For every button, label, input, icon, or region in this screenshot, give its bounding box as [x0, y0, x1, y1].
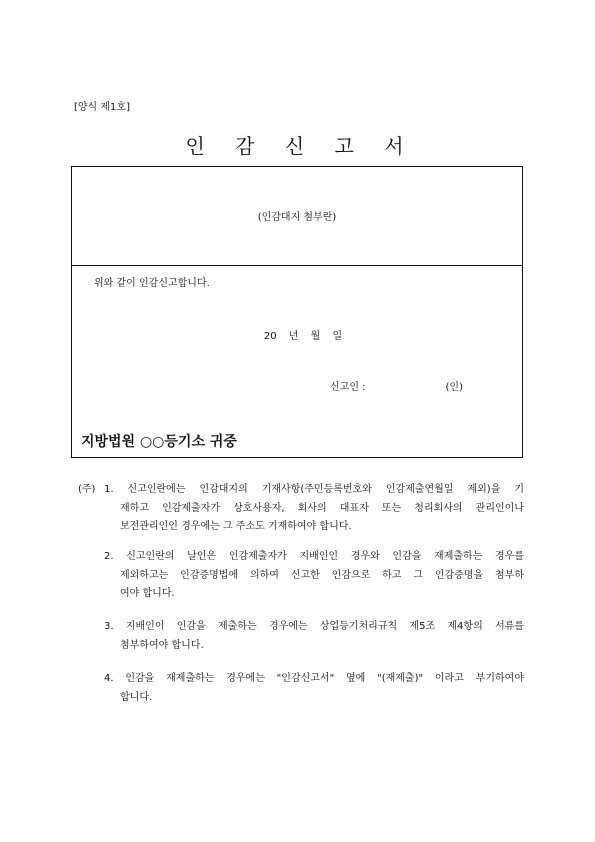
note-line: 제외하고는 인감증명법에 의하여 신고한 인감으로 하고 그 인감증명을 첨부하: [120, 569, 524, 581]
seal-area-label: (인감대지 첨부란): [257, 212, 337, 223]
page-title: 인 감 신 고 서: [185, 134, 416, 158]
note-line: 2. 신고인란의 날인은 인감제출자가 지배인인 경우와 인감을 재제출하는 경우를: [104, 551, 524, 562]
note-item-1: [104, 481, 524, 537]
form-box: [71, 166, 523, 458]
applicant-line: [330, 378, 463, 393]
note-line: 4. 인감을 재제출하는 경우에는 "인감신고서" 옆에 "(재제출)" 이라고 부기하여야: [104, 673, 524, 684]
seal-mark: (인): [445, 382, 463, 393]
date-line: 20 년 월 일: [263, 331, 343, 342]
note-line: 3. 지배인이 인감을 제출하는 경우에는 상업등기처리규칙 제5조 제4항의 서류를: [104, 621, 524, 632]
registry-office: 지방법원 ○○등기소 귀중: [81, 434, 237, 450]
note-item-3: [104, 618, 524, 655]
notes-intro: (주): [78, 484, 96, 495]
note-line: 1. 신고인란에는 인감대지의 기재사항(주민등록번호와 인감제출연월일 제외)을 기: [104, 484, 524, 495]
applicant-label: 신고인 :: [330, 382, 366, 393]
note-line: 재하고 인감제출자가 상호사용자, 회사의 대표자 또는 청리회사의 관리인이나: [120, 502, 524, 514]
note-line: 보전관리인인 경우에는 그 주소도 기재하여야 합니다.: [120, 521, 352, 532]
seal-attachment-area: [72, 167, 522, 266]
note-line: 첨부하여야 합니다.: [120, 639, 204, 651]
note-line: 합니다.: [120, 691, 153, 703]
form-number: [양식 제1호]: [74, 102, 130, 113]
note-item-4: [104, 670, 524, 707]
note-item-2: [104, 548, 524, 604]
note-line: 여야 합니다.: [120, 588, 175, 599]
declaration-text: 위와 같이 인감신고합니다.: [94, 278, 210, 289]
